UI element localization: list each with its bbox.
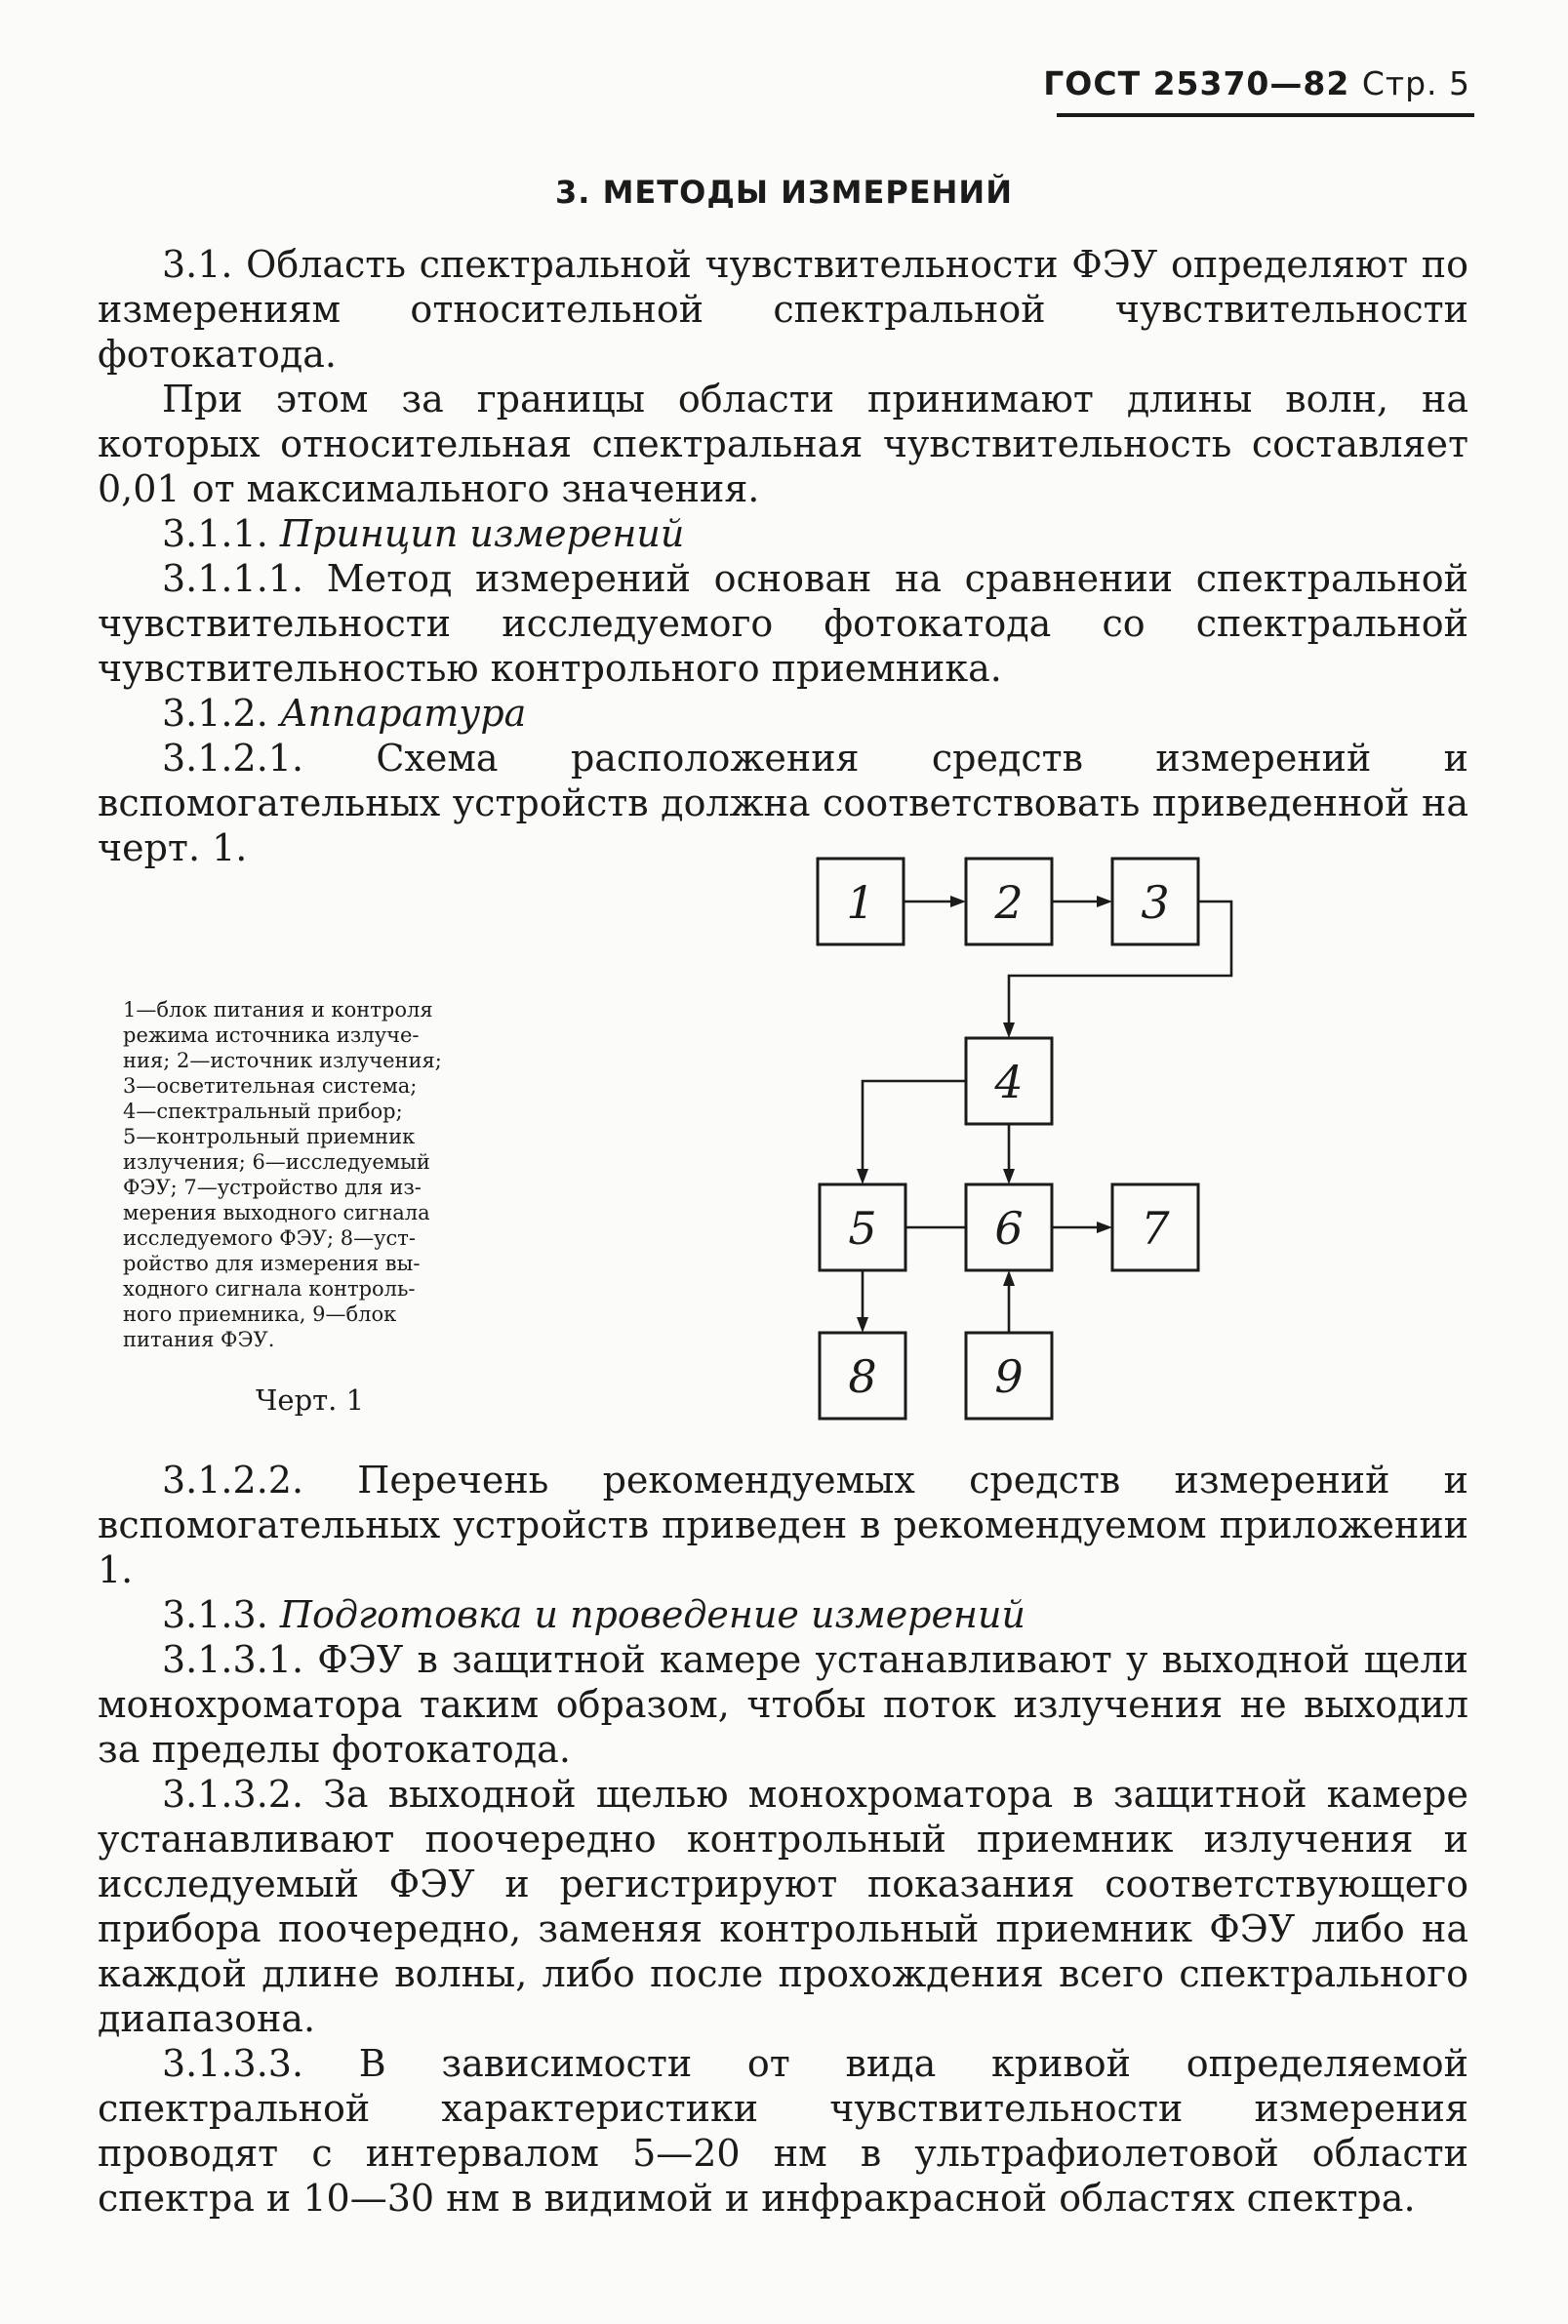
- arrowhead: [950, 896, 966, 907]
- paragraph-3-1-3-3: 3.1.3.3. В зависимости от вида кривой определяемой спектральной характеристики чувствительности измерения проводят с интервалом 5—20 нм в ультрафиолетовой области спектра и 10—30 нм в видимой и инфракрасной областях спектра.: [98, 2042, 1468, 2220]
- legend-line: режима источника излуче-: [123, 1023, 420, 1047]
- heading-number: 3.1.1.: [162, 512, 268, 555]
- section-title: 3. МЕТОДЫ ИЗМЕРЕНИЙ: [555, 174, 1013, 211]
- arrowhead: [857, 1169, 868, 1184]
- heading-number: 3.1.2.: [162, 692, 268, 735]
- paragraph-3-1-boundaries: При этом за границы области принимают длины волн, на которых относительная спектральная чувствительность составляет 0,01 от максимального значения.: [98, 378, 1468, 510]
- legend-line: 5—контрольный приемник: [123, 1125, 416, 1148]
- heading-3-1-3: [98, 1592, 1468, 1637]
- arrowhead: [857, 1317, 868, 1333]
- legend-line: 1—блок питания и контроля: [123, 998, 433, 1022]
- arrowhead: [1003, 1270, 1015, 1286]
- block-5-label: 5: [848, 1202, 877, 1255]
- block-4-label: 4: [994, 1056, 1024, 1108]
- legend-line: ного приемника, 9—блок: [123, 1302, 397, 1326]
- paragraph-3-1-1-1: 3.1.1.1. Метод измерений основан на сравнении спектральной чувствительности исследуемого фотокатода со спектральной чувствительностью контрольного приемника.: [98, 557, 1468, 690]
- block-1-label: 1: [846, 876, 875, 929]
- legend-line: 3—осветительная система;: [123, 1074, 418, 1098]
- legend-line: излучения; 6—исследуемый: [123, 1150, 430, 1174]
- heading-title: Аппаратура: [279, 692, 527, 735]
- paragraph-3-1: 3.1. Область спектральной чувствительности ФЭУ определяют по измерениям относительной спектральной чувствительности фотокатода.: [98, 243, 1468, 376]
- legend-line: ройство для измерения вы-: [123, 1252, 421, 1275]
- block-3-label: 3: [1141, 876, 1170, 929]
- connector-4-5: [863, 1081, 966, 1171]
- block-7-label: 7: [1141, 1202, 1170, 1255]
- heading-title: Подготовка и проведение измерений: [279, 1593, 1025, 1636]
- legend-line: ФЭУ; 7—устройство для из-: [123, 1176, 422, 1199]
- paragraph-3-1-2-1: 3.1.2.1. Схема расположения средств измерений и вспомогательных устройств должна соответствовать приведенной на черт. 1.: [98, 737, 1468, 869]
- arrowhead: [1097, 896, 1112, 907]
- figure-caption: Черт. 1: [256, 1383, 365, 1417]
- legend-line: ходного сигнала контроль-: [123, 1277, 416, 1301]
- arrowhead: [1003, 1022, 1015, 1038]
- block-8-label: 8: [848, 1350, 877, 1403]
- arrowhead: [1003, 1169, 1015, 1184]
- arrowhead: [1097, 1222, 1112, 1233]
- section-text-bottom: [98, 1458, 1468, 2221]
- document-id: ГОСТ 25370—82: [1043, 64, 1350, 102]
- block-2-label: 2: [994, 876, 1024, 929]
- heading-title: Принцип измерений: [279, 512, 685, 555]
- paragraph-3-1-3-1: 3.1.3.1. ФЭУ в защитной камере устанавливают у выходной щели монохроматора таким образом, чтобы поток излучения не выходил за пределы фотокатода.: [98, 1638, 1468, 1771]
- heading-number: 3.1.3.: [162, 1593, 268, 1636]
- page-number: Стр. 5: [1361, 64, 1470, 102]
- legend-line: 4—спектральный прибор;: [123, 1100, 403, 1123]
- legend-line: ния; 2—источник излучения;: [123, 1049, 442, 1072]
- legend-line: питания ФЭУ.: [123, 1328, 275, 1351]
- legend-line: исследуемого ФЭУ; 8—уст-: [123, 1226, 416, 1250]
- legend-line: мерения выходного сигнала: [123, 1201, 430, 1224]
- paragraph-3-1-3-2: 3.1.3.2. За выходной щелью монохроматора в защитной камере устанавливают поочередно контрольный приемник излучения и исследуемый ФЭУ и регистрируют показания соответствующего прибора поочередно, заменяя контрольный приемник ФЭУ либо на каждой длине волны, либо после прохождения всего спектрального диапазона.: [98, 1773, 1468, 2040]
- block-6-label: 6: [994, 1202, 1024, 1255]
- paragraph-3-1-2-2: 3.1.2.2. Перечень рекомендуемых средств измерений и вспомогательных устройств приведен в рекомендуемом приложении 1.: [98, 1459, 1468, 1591]
- block-9-label: 9: [994, 1350, 1024, 1403]
